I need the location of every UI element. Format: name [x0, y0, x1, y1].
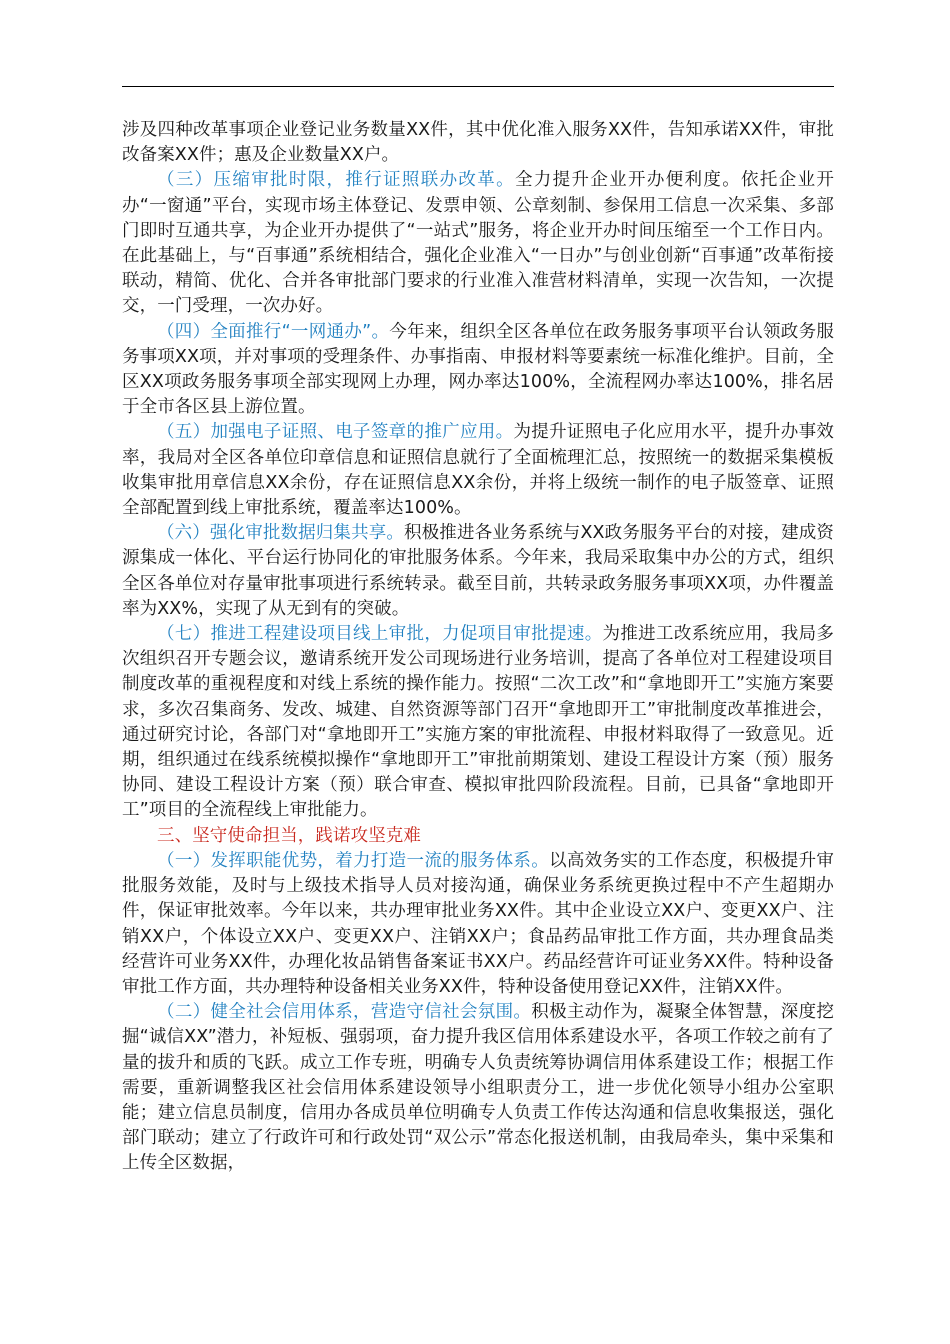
- paragraph-text: 以高效务实的工作态度，积极提升审批服务效能，及时与上级技术指导人员对接沟通，确保业务系统更换过程中不产生超期办件，保证审批效率。今年以来，共办理审批业务XX件。其中企业设立XX户、变更XX户、注销XX户，个体设立XX户、变更XX户、注销XX户；食品药品审批工作方面，共办理食品类经营许可业务XX件，办理化妆品销售备案证书XX户。药品经营许可证业务XX件。特种设备审批工作方面，共办理特种设备相关业务XX件，特种设备使用登记XX件，注销XX件。: [122, 850, 834, 997]
- paragraph: [122, 1000, 834, 1176]
- paragraph-text: 今年来，组织全区各单位在政务服务事项平台认领政务服务事项XX项，并对事项的受理条件、办事指南、申报材料等要素统一标准化维护。目前，全区XX项政务服务事项全部实现网上办理，网办率达100%，全流程网办率达100%，排名居于全市各区县上游位置。: [122, 321, 834, 418]
- paragraph: [122, 320, 834, 421]
- paragraph-text: 为推进工改系统应用，我局多次组织召开专题会议，邀请系统开发公司现场进行业务培训，提高了各单位对工程建设项目制度改革的重视程度和对线上系统的操作能力。按照“二次工改”和“拿地即开工”实施方案要求，多次召集商务、发改、城建、自然资源等部门召开“拿地即开工”审批制度改革推进会，通过研究讨论，各部门对“拿地即开工”实施方案的审批流程、申报材料取得了一致意见。近期，组织通过在线系统模拟操作“拿地即开工”审批前期策划、建设工程设计方案（预）服务协同、建设工程设计方案（预）联合审查、模拟审批四阶段流程。目前，已具备“拿地即开工”项目的全流程线上审批能力。: [122, 624, 834, 821]
- paragraph-text: 积极主动作为，凝聚全体智慧，深度挖掘“诚信XX”潜力，补短板、强弱项，奋力提升我区信用体系建设水平，各项工作较之前有了量的拔升和质的飞跃。成立工作专班，明确专人负责统筹协调信用体系建设工作；根据工作需要，重新调整我区社会信用体系建设领导小组职责分工，进一步优化领导小组办公室职能；建立信息员制度，信用办各成员单位明确专人负责工作传达沟通和信息收集报送，强化部门联动；建立了行政许可和行政处罚“双公示”常态化报送机制，由我局牵头，集中采集和上传全区数据，: [122, 1002, 834, 1174]
- section-heading: 三、坚守使命担当，践诺攻坚克难: [157, 825, 421, 846]
- paragraph-title: （四）全面推行“一网通办”。: [157, 321, 390, 342]
- paragraph: [122, 168, 834, 319]
- paragraph-title: （三）压缩审批时限，推行证照联办改革。: [157, 170, 515, 191]
- paragraph: [122, 521, 834, 622]
- paragraph-title: （一）发挥职能优势，着力打造一流的服务体系。: [157, 850, 550, 871]
- paragraph-text: 涉及四种改革事项企业登记业务数量XX件，其中优化准入服务XX件，告知承诺XX件，审批改备案XX件；惠及企业数量XX户。: [122, 120, 834, 166]
- paragraph: [122, 849, 834, 1000]
- paragraph: [122, 420, 834, 521]
- paragraph-title: （七）推进工程建设项目线上审批，力促项目审批提速。: [157, 624, 603, 645]
- paragraph-text: 全力提升企业开办便利度。依托企业开办“一窗通”平台，实现市场主体登记、发票申领、公章刻制、参保用工信息一次采集、多部门即时互通共享，为企业开办提供了“一站式”服务，将企业开办时间压缩至一个工作日内。在此基础上，与“百事通”系统相结合，强化企业准入“一日办”与创业创新“百事通”改革衔接联动，精简、优化、合并各审批部门要求的行业准入准营材料清单，实现一次告知，一次提交，一门受理，一次办好。: [122, 170, 835, 317]
- header-rule: [122, 86, 834, 87]
- paragraph-title: （二）健全社会信用体系，营造守信社会氛围。: [157, 1002, 532, 1023]
- paragraph-text: 为提升证照电子化应用水平，提升办事效率，我局对全区各单位印章信息和证照信息就行了全面梳理汇总，按照统一的数据采集模板收集审批用章信息XX余份，存在证照信息XX余份，并将上级统一制作的电子版签章、证照全部配置到线上审批系统，覆盖率达100%。: [122, 422, 834, 519]
- document-body: [122, 118, 834, 1177]
- paragraph-title: （六）强化审批数据归集共享。: [157, 523, 405, 544]
- paragraph: [122, 622, 834, 824]
- paragraph: [122, 118, 834, 168]
- paragraph-title: （五）加强电子证照、电子签章的推广应用。: [157, 422, 514, 443]
- paragraph-text: 积极推进各业务系统与XX政务服务平台的对接，建成资源集成一体化、平台运行协同化的审批服务体系。今年来，我局采取集中办公的方式，组织全区各单位对存量审批事项进行系统转录。截至目前，共转录政务服务事项XX项，办件覆盖率为XX%，实现了从无到有的突破。: [122, 523, 834, 619]
